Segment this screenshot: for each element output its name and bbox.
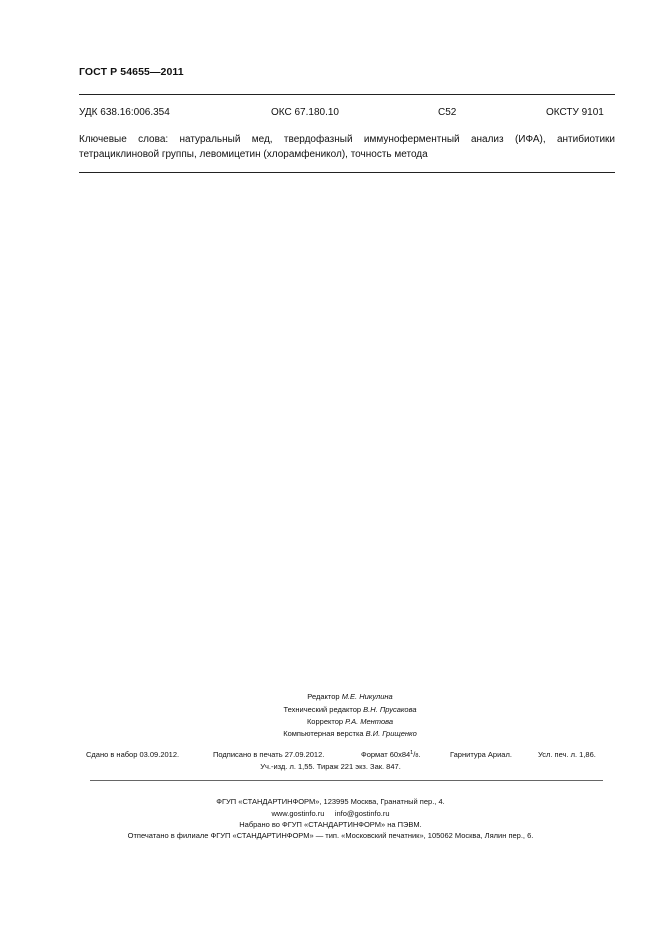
credit-role: Редактор (307, 692, 340, 701)
publisher-web: www.gostinfo.ru (271, 809, 325, 818)
udk-code: УДК 638.16:006.354 (79, 107, 170, 118)
publisher-printed: Отпечатано в филиале ФГУП «СТАНДАРТИНФОРМ» — тип. «Московский печатник», 105062 Москва, Лялин пер., 6. (127, 831, 534, 840)
publisher-typeset: Набрано во ФГУП «СТАНДАРТИНФОРМ» на ПЭВМ. (239, 820, 422, 829)
imprint-run: Уч.-изд. л. 1,55. Тираж 221 экз. Зак. 847. (260, 762, 401, 771)
credit-name: В.И. Грищенко (365, 729, 417, 738)
publisher-address: ФГУП «СТАНДАРТИНФОРМ», 123995 Москва, Гранатный пер., 4. (216, 797, 445, 806)
keywords-line-1: Ключевые слова: натуральный мед, твердофазный иммуноферментный анализ (ИФА), антибиотики (79, 134, 615, 145)
credit-layout (200, 729, 500, 738)
publisher-email: info@gostinfo.ru (334, 809, 390, 818)
imprint-signed: Подписано в печать 27.09.2012. (213, 750, 325, 759)
imprint-print-sheets: Усл. печ. л. 1,86. (538, 750, 596, 759)
credit-tech-editor (200, 705, 500, 714)
standard-number: ГОСТ Р 54655—2011 (79, 66, 184, 78)
credit-editor (200, 692, 500, 701)
imprint-typeface: Гарнитура Ариал. (450, 750, 512, 759)
category-code: С52 (438, 107, 457, 118)
oks-code: ОКС 67.180.10 (271, 107, 339, 118)
credit-name: М.Е. Никулина (341, 692, 393, 701)
keywords-rule (79, 172, 615, 173)
credit-role: Компьютерная верстка (283, 729, 364, 738)
imprint-submitted: Сдано в набор 03.09.2012. (86, 750, 180, 759)
credit-role: Технический редактор (283, 705, 362, 714)
credit-name: В.Н. Прусакова (363, 705, 417, 714)
keywords-line-2: тетрациклиновой группы, левомицетин (хлорамфеникол), точность метода (79, 149, 428, 160)
top-rule (79, 94, 615, 95)
credit-name: Р.А. Ментова (345, 717, 394, 726)
imprint-rule (90, 780, 603, 781)
keywords-block (79, 132, 615, 162)
publisher-contacts (0, 809, 661, 818)
okstu-code: ОКСТУ 9101 (546, 107, 604, 118)
credit-corrector (200, 717, 500, 726)
imprint-format: Формат $60x84^1/8$. (361, 750, 421, 759)
credit-role: Корректор (306, 717, 344, 726)
